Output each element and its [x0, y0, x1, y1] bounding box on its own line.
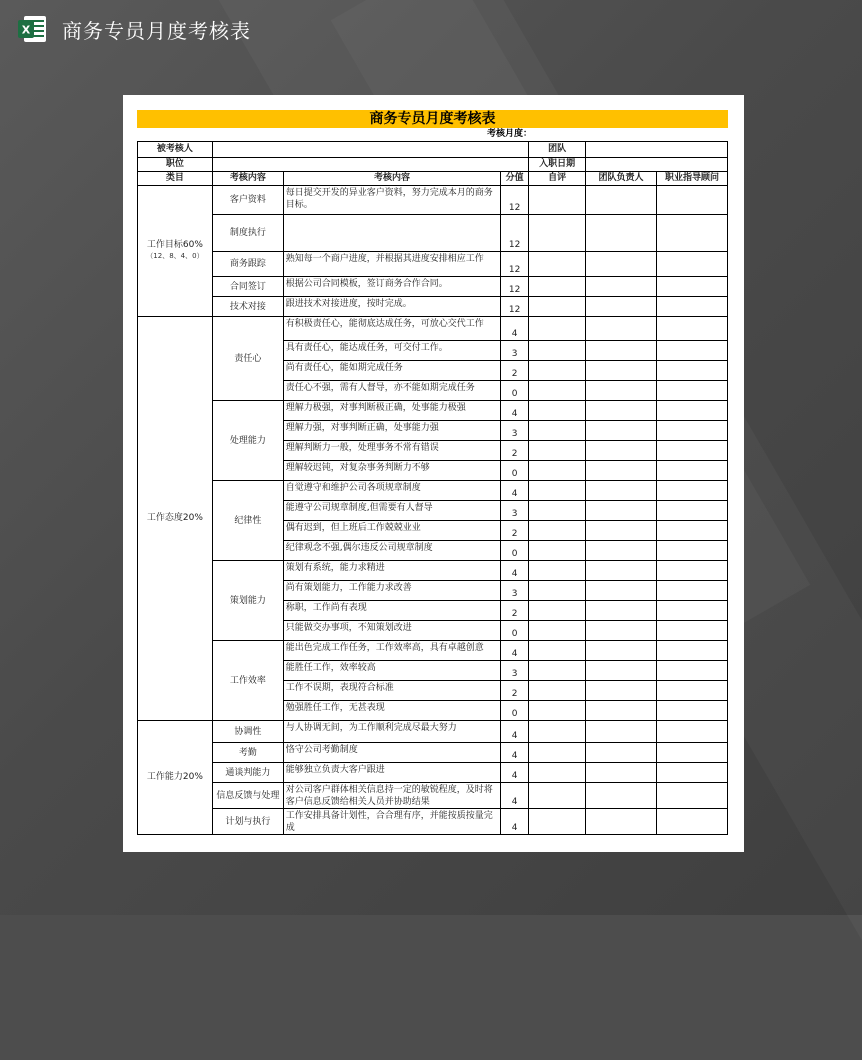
self-eval-cell[interactable]	[529, 521, 586, 541]
desc-cell	[283, 215, 500, 252]
score-cell: 2	[501, 441, 529, 461]
table-row	[138, 481, 728, 501]
score-cell: 2	[501, 681, 529, 701]
self-eval-cell[interactable]	[529, 361, 586, 381]
score-cell: 4	[501, 561, 529, 581]
item-cell: 协调性	[212, 721, 283, 743]
score-cell: 2	[501, 361, 529, 381]
team-lead-cell[interactable]	[586, 541, 657, 561]
desc-cell: 有积极责任心，能彻底达成任务，可放心交代工作	[283, 317, 500, 341]
excel-icon	[16, 13, 48, 45]
team-lead-cell[interactable]	[586, 701, 657, 721]
desc-cell: 每日提交开发的异业客户资料，努力完成本月的商务目标。	[283, 186, 500, 215]
self-eval-cell[interactable]	[529, 763, 586, 783]
self-eval-cell[interactable]	[529, 561, 586, 581]
advisor-cell[interactable]	[656, 215, 727, 252]
self-eval-cell[interactable]	[529, 501, 586, 521]
window-header	[0, 0, 862, 58]
item-cell: 计划与执行	[212, 809, 283, 835]
team-lead-cell[interactable]	[586, 501, 657, 521]
desc-cell: 自觉遵守和维护公司各项规章制度	[283, 481, 500, 501]
item-cell: 考勤	[212, 743, 283, 763]
advisor-cell[interactable]	[656, 421, 727, 441]
score-cell: 0	[501, 381, 529, 401]
assessee-cell[interactable]	[212, 142, 528, 158]
desc-cell: 能遵守公司规章制度,但需要有人督导	[283, 501, 500, 521]
self-eval-cell[interactable]	[529, 186, 586, 215]
team-lead-cell[interactable]	[586, 481, 657, 501]
advisor-cell[interactable]	[656, 186, 727, 215]
advisor-cell[interactable]	[656, 361, 727, 381]
position-cell[interactable]	[212, 158, 528, 172]
team-lead-cell[interactable]	[586, 661, 657, 681]
team-lead-cell[interactable]	[586, 681, 657, 701]
table-row	[138, 317, 728, 341]
self-eval-cell[interactable]	[529, 381, 586, 401]
desc-cell: 只能做交办事项，不知策划改进	[283, 621, 500, 641]
advisor-cell[interactable]	[656, 461, 727, 481]
item-cell: 制度执行	[212, 215, 283, 252]
table-row	[138, 186, 728, 215]
team-lead-cell[interactable]	[586, 561, 657, 581]
desc-cell: 对公司客户群体相关信息持一定的敏锐程度，及时将客户信息反馈给相关人员并协助结果	[283, 783, 500, 809]
entry-date-label: 入职日期	[529, 158, 586, 172]
team-lead-cell[interactable]	[586, 381, 657, 401]
self-eval-cell[interactable]	[529, 252, 586, 277]
desc-cell: 具有责任心，能达成任务，可交付工作。	[283, 341, 500, 361]
advisor-cell[interactable]	[656, 521, 727, 541]
advisor-cell[interactable]	[656, 783, 727, 809]
table-row	[138, 763, 728, 783]
score-cell: 4	[501, 743, 529, 763]
score-cell: 0	[501, 541, 529, 561]
score-cell: 0	[501, 621, 529, 641]
advisor-cell[interactable]	[656, 763, 727, 783]
team-lead-cell[interactable]	[586, 361, 657, 381]
header-team-lead: 团队负责人	[586, 172, 657, 186]
team-lead-cell[interactable]	[586, 581, 657, 601]
advisor-cell[interactable]	[656, 381, 727, 401]
team-lead-cell[interactable]	[586, 421, 657, 441]
team-lead-cell[interactable]	[586, 252, 657, 277]
category-ability: 工作能力20%	[138, 721, 213, 835]
desc-cell: 尚有策划能力，工作能力求改善	[283, 581, 500, 601]
advisor-cell[interactable]	[656, 681, 727, 701]
score-cell: 2	[501, 521, 529, 541]
advisor-cell[interactable]	[656, 317, 727, 341]
team-lead-cell[interactable]	[586, 743, 657, 763]
advisor-cell[interactable]	[656, 481, 727, 501]
position-label: 职位	[138, 158, 213, 172]
team-lead-cell[interactable]	[586, 521, 657, 541]
score-cell: 0	[501, 461, 529, 481]
advisor-cell[interactable]	[656, 501, 727, 521]
desc-cell: 能出色完成工作任务，工作效率高，具有卓越创意	[283, 641, 500, 661]
desc-cell: 熟知每一个商户进度，并根据其进度安排相应工作	[283, 252, 500, 277]
score-cell: 2	[501, 601, 529, 621]
score-cell: 0	[501, 701, 529, 721]
score-cell: 3	[501, 581, 529, 601]
header-item: 考核内容	[212, 172, 283, 186]
month-row	[137, 128, 728, 141]
self-eval-cell[interactable]	[529, 317, 586, 341]
advisor-cell[interactable]	[656, 641, 727, 661]
header-self: 自评	[529, 172, 586, 186]
score-cell: 12	[501, 252, 529, 277]
desc-cell: 工作安排具备计划性，合合理有序，并能按质按量完成	[283, 809, 500, 835]
score-cell: 4	[501, 401, 529, 421]
header-category: 类目	[138, 172, 213, 186]
desc-cell: 恪守公司考勤制度	[283, 743, 500, 763]
self-eval-cell[interactable]	[529, 215, 586, 252]
desc-cell: 责任心不强，需有人督导，亦不能如期完成任务	[283, 381, 500, 401]
advisor-cell[interactable]	[656, 661, 727, 681]
header-advisor: 职业指导顾问	[656, 172, 727, 186]
item-cell: 工作效率	[212, 641, 283, 721]
team-lead-cell[interactable]	[586, 441, 657, 461]
self-eval-cell[interactable]	[529, 681, 586, 701]
self-eval-cell[interactable]	[529, 461, 586, 481]
category-goals-sub: （12、8、4、0）	[146, 252, 204, 260]
desc-cell: 理解判断力一般，处理事务不常有错误	[283, 441, 500, 461]
team-lead-cell[interactable]	[586, 621, 657, 641]
score-cell: 4	[501, 763, 529, 783]
team-lead-cell[interactable]	[586, 721, 657, 743]
team-lead-cell[interactable]	[586, 461, 657, 481]
desc-cell: 能胜任工作，效率较高	[283, 661, 500, 681]
desc-cell: 能够独立负责大客户跟进	[283, 763, 500, 783]
self-eval-cell[interactable]	[529, 641, 586, 661]
desc-cell: 称职，工作尚有表现	[283, 601, 500, 621]
desc-cell: 策划有系统，能力求精进	[283, 561, 500, 581]
category-goals	[138, 186, 213, 317]
advisor-cell[interactable]	[656, 341, 727, 361]
team-lead-cell[interactable]	[586, 641, 657, 661]
team-label: 团队	[529, 142, 586, 158]
self-eval-cell[interactable]	[529, 721, 586, 743]
table-row	[138, 721, 728, 743]
team-lead-cell[interactable]	[586, 215, 657, 252]
item-cell: 商务跟踪	[212, 252, 283, 277]
score-cell: 12	[501, 186, 529, 215]
team-cell[interactable]	[586, 142, 728, 158]
team-lead-cell[interactable]	[586, 783, 657, 809]
item-cell: 策划能力	[212, 561, 283, 641]
self-eval-cell[interactable]	[529, 401, 586, 421]
desc-cell: 根据公司合同模板，签订商务合作合同。	[283, 277, 500, 297]
team-lead-cell[interactable]	[586, 297, 657, 317]
table-row	[138, 297, 728, 317]
self-eval-cell[interactable]	[529, 541, 586, 561]
desc-cell: 理解力强，对事判断正确，处事能力强	[283, 421, 500, 441]
month-label: 考核月度：	[487, 129, 533, 139]
entry-date-cell[interactable]	[586, 158, 728, 172]
self-eval-cell[interactable]	[529, 601, 586, 621]
category-goals-label: 工作目标60%	[146, 240, 203, 250]
team-lead-cell[interactable]	[586, 341, 657, 361]
table-row	[138, 809, 728, 835]
table-row	[138, 252, 728, 277]
score-cell: 4	[501, 641, 529, 661]
advisor-cell[interactable]	[656, 701, 727, 721]
app-title: 商务专员月度考核表	[62, 19, 251, 43]
table-row	[138, 561, 728, 581]
item-cell: 通谈判能力	[212, 763, 283, 783]
team-lead-cell[interactable]	[586, 601, 657, 621]
header-content: 考核内容	[283, 172, 500, 186]
category-attitude: 工作态度20%	[138, 317, 213, 721]
item-cell: 信息反馈与处理	[212, 783, 283, 809]
team-lead-cell[interactable]	[586, 186, 657, 215]
advisor-cell[interactable]	[656, 621, 727, 641]
score-cell: 4	[501, 783, 529, 809]
assessment-table	[137, 141, 728, 835]
advisor-cell[interactable]	[656, 721, 727, 743]
advisor-cell[interactable]	[656, 541, 727, 561]
desc-cell: 理解较迟钝，对复杂事务判断力不够	[283, 461, 500, 481]
self-eval-cell[interactable]	[529, 421, 586, 441]
sheet-title: 商务专员月度考核表	[137, 110, 728, 128]
desc-cell: 与人协调无间，为工作顺利完成尽最大努力	[283, 721, 500, 743]
self-eval-cell[interactable]	[529, 277, 586, 297]
self-eval-cell[interactable]	[529, 341, 586, 361]
score-cell: 12	[501, 215, 529, 252]
score-cell: 3	[501, 661, 529, 681]
table-row	[138, 743, 728, 763]
header-score: 分值	[501, 172, 529, 186]
self-eval-cell[interactable]	[529, 783, 586, 809]
item-cell: 客户资料	[212, 186, 283, 215]
score-cell: 12	[501, 277, 529, 297]
advisor-cell[interactable]	[656, 401, 727, 421]
self-eval-cell[interactable]	[529, 701, 586, 721]
self-eval-cell[interactable]	[529, 481, 586, 501]
self-eval-cell[interactable]	[529, 581, 586, 601]
advisor-cell[interactable]	[656, 297, 727, 317]
team-lead-cell[interactable]	[586, 809, 657, 835]
advisor-cell[interactable]	[656, 441, 727, 461]
desc-cell: 勉强胜任工作，无甚表现	[283, 701, 500, 721]
score-cell: 4	[501, 809, 529, 835]
advisor-cell[interactable]	[656, 581, 727, 601]
advisor-cell[interactable]	[656, 252, 727, 277]
score-cell: 3	[501, 421, 529, 441]
score-cell: 4	[501, 481, 529, 501]
item-cell: 技术对接	[212, 297, 283, 317]
team-lead-cell[interactable]	[586, 401, 657, 421]
table-row	[138, 215, 728, 252]
table-row	[138, 783, 728, 809]
advisor-cell[interactable]	[656, 601, 727, 621]
advisor-cell[interactable]	[656, 809, 727, 835]
self-eval-cell[interactable]	[529, 809, 586, 835]
assessee-label: 被考核人	[138, 142, 213, 158]
table-row	[138, 401, 728, 421]
self-eval-cell[interactable]	[529, 621, 586, 641]
table-row	[138, 641, 728, 661]
svg-text:X: X	[21, 23, 31, 37]
score-cell: 4	[501, 317, 529, 341]
score-cell: 3	[501, 341, 529, 361]
score-cell: 4	[501, 721, 529, 743]
table-row	[138, 277, 728, 297]
advisor-cell[interactable]	[656, 561, 727, 581]
desc-cell: 工作不误期，表现符合标准	[283, 681, 500, 701]
team-lead-cell[interactable]	[586, 317, 657, 341]
self-eval-cell[interactable]	[529, 441, 586, 461]
item-cell: 合同签订	[212, 277, 283, 297]
self-eval-cell[interactable]	[529, 297, 586, 317]
score-cell: 3	[501, 501, 529, 521]
score-cell: 12	[501, 297, 529, 317]
desc-cell: 尚有责任心，能如期完成任务	[283, 361, 500, 381]
desc-cell: 理解力极强，对事判断极正确，处事能力极强	[283, 401, 500, 421]
desc-cell: 纪律观念不强,偶尔违反公司规章制度	[283, 541, 500, 561]
self-eval-cell[interactable]	[529, 743, 586, 763]
item-cell: 责任心	[212, 317, 283, 401]
desc-cell: 偶有迟到，但上班后工作兢兢业业	[283, 521, 500, 541]
team-lead-cell[interactable]	[586, 277, 657, 297]
self-eval-cell[interactable]	[529, 661, 586, 681]
advisor-cell[interactable]	[656, 743, 727, 763]
item-cell: 处理能力	[212, 401, 283, 481]
desc-cell: 跟进技术对接进度，按时完成。	[283, 297, 500, 317]
team-lead-cell[interactable]	[586, 763, 657, 783]
advisor-cell[interactable]	[656, 277, 727, 297]
item-cell: 纪律性	[212, 481, 283, 561]
